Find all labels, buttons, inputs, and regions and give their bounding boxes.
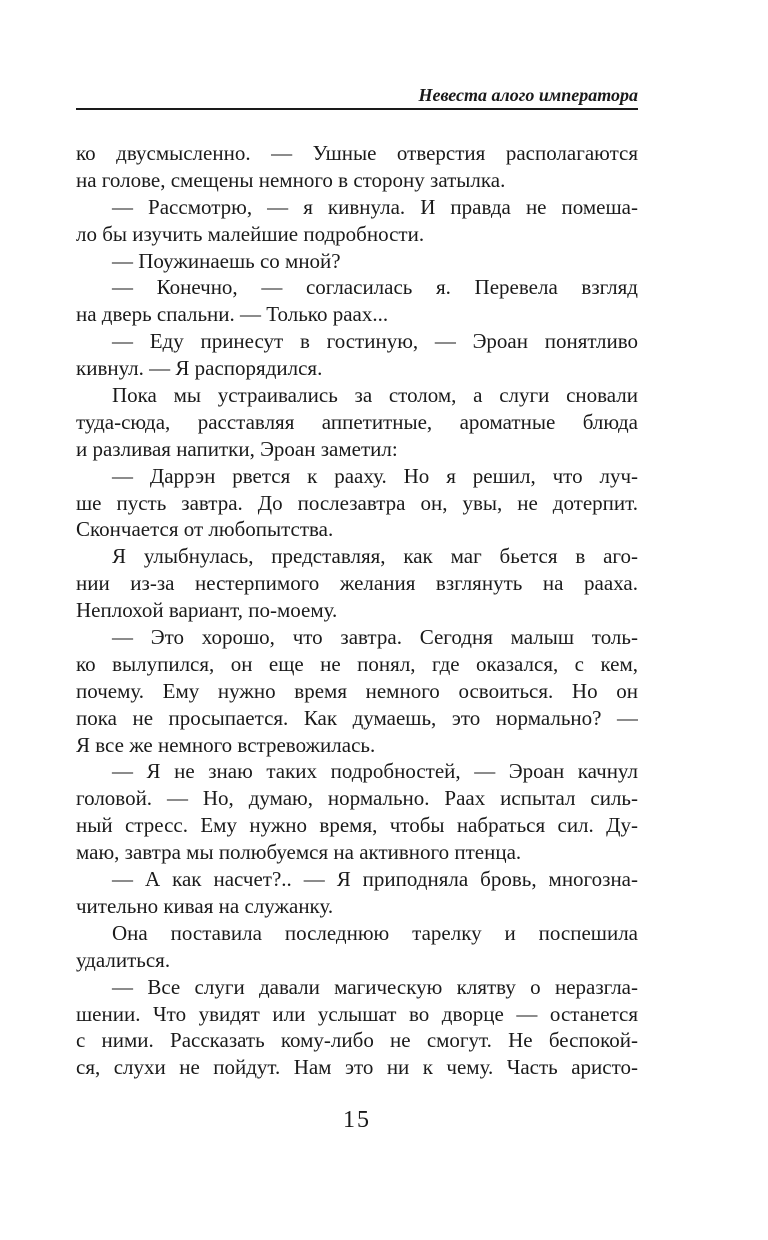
text-line: кивнул. — Я распорядился. bbox=[76, 356, 323, 381]
text-line: ко двусмысленно. — Ушные отверстия располагаются bbox=[76, 141, 638, 165]
text-line: пока не просыпается. Как думаешь, это нормально? — bbox=[76, 705, 638, 730]
text-line: Скончается от любопытства. bbox=[76, 517, 334, 542]
text-line: — Рассмотрю, — я кивнула. И правда не помеша- bbox=[112, 194, 638, 219]
text-line: на дверь спальни. — Только раах... bbox=[76, 302, 389, 327]
page-number: 15 bbox=[343, 1107, 371, 1133]
text-line: почему. Ему нужно время немного освоиться. Но он bbox=[76, 678, 638, 703]
text-line: — Еду принесут в гостиную, — Эроан понятливо bbox=[112, 329, 638, 354]
text-line: Я улыбнулась, представляя, как маг бьется в аго- bbox=[112, 544, 638, 569]
header-rule bbox=[76, 108, 638, 110]
text-line: Пока мы устраивались за столом, а слуги сновали bbox=[112, 383, 638, 408]
text-line: головой. — Но, думаю, нормально. Раах испытал силь- bbox=[76, 786, 638, 811]
text-line: Я все же немного встревожилась. bbox=[76, 732, 376, 757]
text-line: — Я не знаю таких подробностей, — Эроан качнул bbox=[112, 759, 638, 784]
text-line: — Это хорошо, что завтра. Сегодня малыш толь- bbox=[112, 625, 638, 650]
text-line: на голове, смещены немного в сторону затылка. bbox=[76, 167, 506, 192]
text-line: Неплохой вариант, по-моему. bbox=[76, 598, 338, 623]
body-text bbox=[76, 140, 638, 1081]
text-line: ко вылупился, он еще не понял, где оказался, с кем, bbox=[76, 651, 638, 676]
text-line: ся, слухи не пойдут. Нам это ни к чему. Часть аристо- bbox=[76, 1055, 638, 1080]
text-line: — Даррэн рвется к рааху. Но я решил, что луч- bbox=[112, 463, 638, 488]
text-line: маю, завтра мы полюбуемся на активного птенца. bbox=[76, 840, 522, 865]
text-line: ше пусть завтра. До послезавтра он, увы, не дотерпит. bbox=[76, 490, 638, 515]
text-line: — Все слуги давали магическую клятву о неразгла- bbox=[112, 974, 638, 999]
text-line: с ними. Рассказать кому-либо не смогут. Не беспокой- bbox=[76, 1028, 638, 1053]
text-line: нии из-за нестерпимого желания взглянуть на рааха. bbox=[76, 571, 638, 596]
text-line: удалиться. bbox=[76, 947, 171, 972]
text-line: ный стресс. Ему нужно время, чтобы набраться сил. Ду- bbox=[76, 813, 638, 838]
text-line: — Поужинаешь со мной? bbox=[112, 248, 341, 273]
text-line: — А как насчет?.. — Я приподняла бровь, многозна- bbox=[112, 867, 638, 892]
text-line: ло бы изучить малейшие подробности. bbox=[76, 221, 425, 246]
text-line: чительно кивая на служанку. bbox=[76, 893, 334, 918]
text-line: и разливая напитки, Эроан заметил: bbox=[76, 436, 398, 461]
running-title: Невеста алого императора bbox=[418, 85, 638, 105]
text-line: шении. Что увидят или услышат во дворце — останется bbox=[76, 1001, 638, 1026]
text-line: — Конечно, — согласилась я. Перевела взгляд bbox=[112, 275, 638, 300]
text-line: туда-сюда, расставляя аппетитные, ароматные блюда bbox=[76, 409, 638, 434]
text-line: Она поставила последнюю тарелку и поспешила bbox=[112, 920, 638, 945]
